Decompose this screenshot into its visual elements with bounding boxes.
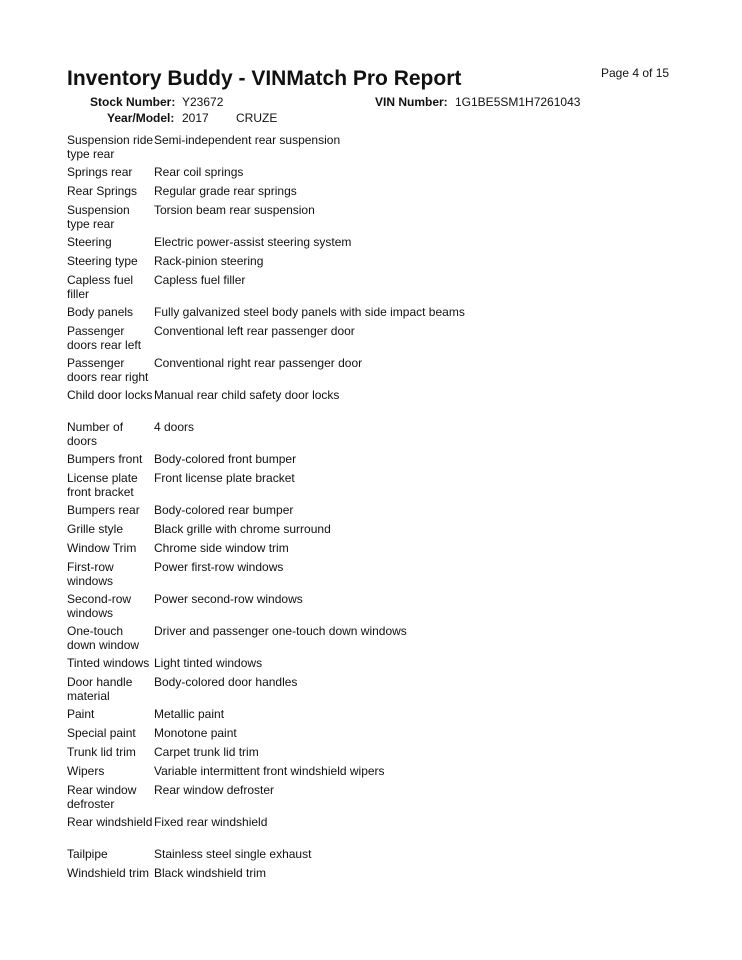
spec-value: Front license plate bracket [154, 471, 295, 485]
spec-row [67, 503, 667, 522]
spec-label: Rear windshield [67, 815, 153, 829]
spec-label: Wipers [67, 764, 105, 778]
spec-row [67, 305, 667, 324]
spec-row [67, 452, 667, 471]
spec-label: Tailpipe [67, 847, 108, 861]
spec-label: Capless fuel filler [67, 273, 134, 301]
spec-value: Power first-row windows [154, 560, 284, 574]
spec-row [67, 184, 667, 203]
spec-label: Grille style [67, 522, 124, 536]
spec-row [67, 471, 667, 503]
spec-value: Rack-pinion steering [154, 254, 264, 268]
spec-row [67, 707, 667, 726]
spec-value: Manual rear child safety door locks [154, 388, 340, 402]
spec-value: Black grille with chrome surround [154, 522, 331, 536]
spec-value: Black windshield trim [154, 866, 267, 880]
spec-row [67, 133, 667, 165]
spec-row [67, 541, 667, 560]
spec-label: Rear Springs [67, 184, 138, 198]
spec-label: Steering [67, 235, 112, 249]
spec-value: Variable intermittent front windshield wipers [154, 764, 385, 778]
spec-label: Springs rear [67, 165, 133, 179]
spec-value: Torsion beam rear suspension [154, 203, 315, 217]
spec-value: Semi-independent rear suspension [154, 133, 341, 147]
spec-value: Metallic paint [154, 707, 225, 721]
spec-label: Trunk lid trim [67, 745, 136, 759]
spec-value: Regular grade rear springs [154, 184, 297, 198]
spec-row [67, 624, 667, 656]
spec-row [67, 815, 667, 847]
spec-row [67, 356, 667, 388]
spec-value: Light tinted windows [154, 656, 263, 670]
year-value: 2017 [182, 111, 209, 125]
spec-row [67, 165, 667, 184]
spec-value: Capless fuel filler [154, 273, 246, 287]
spec-row [67, 560, 667, 592]
spec-row [67, 656, 667, 675]
spec-label: Passenger doors rear right [67, 356, 149, 384]
spec-label: Door handle material [67, 675, 133, 703]
spec-label: Steering type [67, 254, 138, 268]
spec-label: Child door locks [67, 388, 153, 402]
spec-row [67, 866, 667, 885]
spec-value: Conventional left rear passenger door [154, 324, 355, 338]
spec-label: Bumpers front [67, 452, 143, 466]
spec-label: Paint [67, 707, 95, 721]
spec-value: Stainless steel single exhaust [154, 847, 312, 861]
spec-value: Conventional right rear passenger door [154, 356, 363, 370]
spec-label: First-row windows [67, 560, 114, 588]
spec-table [67, 133, 667, 885]
spec-row [67, 847, 667, 866]
spec-row [67, 726, 667, 745]
spec-label: Number of doors [67, 420, 124, 448]
vin-number-value: 1G1BE5SM1H7261043 [455, 95, 581, 109]
spec-value: Fixed rear windshield [154, 815, 268, 829]
spec-value: Rear window defroster [154, 783, 275, 797]
spec-row [67, 522, 667, 541]
stock-number-value: Y23672 [182, 95, 224, 109]
spec-row [67, 324, 667, 356]
spec-value: Chrome side window trim [154, 541, 289, 555]
spec-value: Fully galvanized steel body panels with side impact beams [154, 305, 465, 319]
spec-row [67, 783, 667, 815]
spec-value: Electric power-assist steering system [154, 235, 352, 249]
spec-row [67, 273, 667, 305]
spec-label: Suspension type rear [67, 203, 130, 231]
model-value: CRUZE [236, 111, 278, 125]
spec-row [67, 764, 667, 783]
spec-value: Carpet trunk lid trim [154, 745, 259, 759]
page-number: Page 4 of 15 [601, 66, 670, 80]
spec-label: Windshield trim [67, 866, 150, 880]
report-title: Inventory Buddy - VINMatch Pro Report [67, 67, 462, 90]
spec-row [67, 745, 667, 764]
spec-value: Body-colored front bumper [154, 452, 297, 466]
spec-row [67, 592, 667, 624]
spec-value: Body-colored rear bumper [154, 503, 294, 517]
spec-value: Monotone paint [154, 726, 237, 740]
spec-label: Bumpers rear [67, 503, 140, 517]
spec-row [67, 675, 667, 707]
spec-label: One-touch down window [67, 624, 140, 652]
spec-label: Second-row windows [67, 592, 132, 620]
spec-label: Special paint [67, 726, 136, 740]
spec-value: Body-colored door handles [154, 675, 298, 689]
spec-value: 4 doors [154, 420, 195, 434]
spec-value: Rear coil springs [154, 165, 244, 179]
spec-label: Rear window defroster [67, 783, 137, 811]
spec-label: Body panels [67, 305, 134, 319]
spec-row [67, 254, 667, 273]
spec-row [67, 203, 667, 235]
spec-value: Driver and passenger one-touch down windows [154, 624, 407, 638]
spec-label: License plate front bracket [67, 471, 138, 499]
spec-label: Tinted windows [67, 656, 150, 670]
spec-row [67, 420, 667, 452]
stock-number-label: Stock Number: [90, 95, 176, 109]
spec-value: Power second-row windows [154, 592, 303, 606]
year-model-label: Year/Model: [107, 111, 175, 125]
spec-label: Passenger doors rear left [67, 324, 142, 352]
spec-row [67, 388, 667, 420]
spec-row [67, 235, 667, 254]
spec-label: Window Trim [67, 541, 137, 555]
vin-number-label: VIN Number: [375, 95, 448, 109]
spec-label: Suspension ride type rear [67, 133, 154, 161]
